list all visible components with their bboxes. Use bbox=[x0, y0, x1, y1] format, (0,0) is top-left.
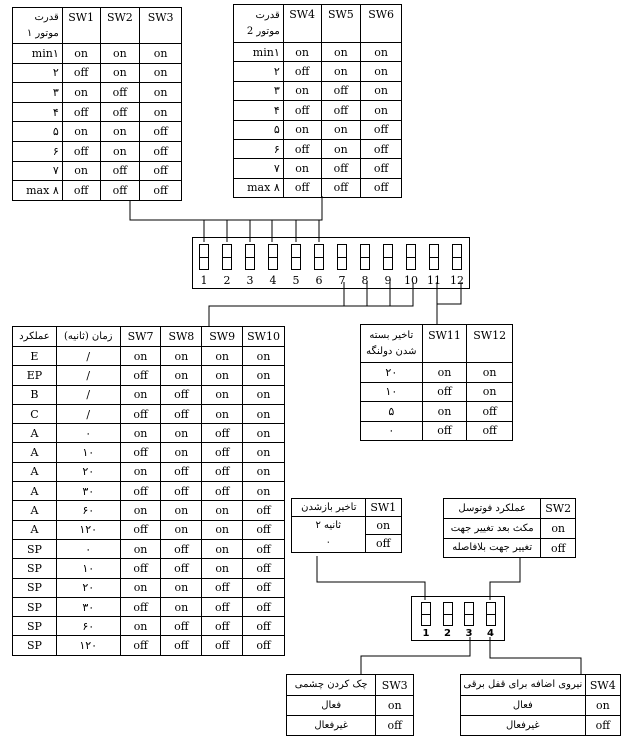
switch-state-cell: off bbox=[161, 636, 202, 655]
switch-state-cell: off bbox=[243, 539, 285, 558]
switch-state-cell: off bbox=[361, 139, 402, 158]
wire-function bbox=[209, 282, 413, 326]
motor2-header-sw4: SW4 bbox=[283, 5, 321, 43]
row-label-cell: SP bbox=[13, 636, 57, 655]
switch-state-cell: on bbox=[100, 141, 140, 161]
row-label-cell: SP bbox=[13, 617, 57, 636]
switch-state-cell: on bbox=[422, 363, 467, 383]
switch-state-cell: off bbox=[243, 617, 285, 636]
eye-check-state: on bbox=[376, 696, 414, 716]
motor1-header-line1: قدرت bbox=[34, 11, 59, 23]
switch-state-cell: on bbox=[140, 102, 182, 122]
switch-state-cell: / bbox=[56, 404, 120, 423]
switch-state-cell: off bbox=[120, 636, 161, 655]
dip-number-label: 11 bbox=[427, 274, 441, 287]
switch-state-cell: off bbox=[283, 139, 321, 158]
motor1-header-sw2: SW2 bbox=[100, 8, 140, 44]
switch-state-cell: on bbox=[361, 81, 402, 100]
switch-state-cell: / bbox=[56, 347, 120, 366]
switch-state-cell: off bbox=[321, 101, 361, 120]
switch-state-cell: ۱۲۰ bbox=[56, 636, 120, 655]
switch-state-cell: on bbox=[283, 159, 321, 178]
switch-state-cell: ۱۰ bbox=[56, 559, 120, 578]
switch-state-cell: ۳۰ bbox=[56, 482, 120, 501]
row-label-cell: min۱ bbox=[234, 43, 284, 62]
switch-state-cell: off bbox=[161, 462, 202, 481]
switch-state-cell: on bbox=[321, 120, 361, 139]
switch-state-cell: on bbox=[243, 424, 285, 443]
switch-state-cell: on bbox=[120, 347, 161, 366]
switch-state-cell: on bbox=[361, 43, 402, 62]
row-label-cell: ۶ bbox=[13, 141, 63, 161]
row-label-cell: ۷ bbox=[13, 161, 63, 181]
switch-state-cell: off bbox=[361, 159, 402, 178]
switch-state-cell: on bbox=[120, 501, 161, 520]
switch-state-cell: on bbox=[422, 402, 467, 422]
open-delay-state: off bbox=[365, 535, 402, 553]
switch-state-cell: off bbox=[120, 597, 161, 616]
switch-state-cell: on bbox=[120, 539, 161, 558]
photocell-option: تغییر جهت بلافاصله bbox=[444, 539, 541, 558]
row-label-cell: ۲ bbox=[234, 62, 284, 81]
switch-state-cell: on bbox=[62, 161, 100, 181]
photocell-sw2: SW2 bbox=[541, 499, 576, 519]
switch-state-cell: on bbox=[321, 62, 361, 81]
switch-state-cell: off bbox=[283, 62, 321, 81]
row-label-cell: A bbox=[13, 443, 57, 462]
open-delay-state: on bbox=[365, 517, 402, 535]
wire-motor1 bbox=[130, 200, 298, 220]
open-delay-value: ۰ bbox=[292, 535, 366, 553]
wire-open-delay bbox=[317, 556, 425, 600]
switch-state-cell: off bbox=[120, 443, 161, 462]
switch-state-cell: on bbox=[283, 43, 321, 62]
switch-state-cell: off bbox=[243, 501, 285, 520]
switch-state-cell: off bbox=[120, 482, 161, 501]
dip-number-label: 2 bbox=[223, 274, 231, 287]
dip-number-label: 1 bbox=[200, 274, 208, 287]
switch-state-cell: on bbox=[202, 539, 243, 558]
switch-state-cell: off bbox=[161, 539, 202, 558]
switch-state-cell: on bbox=[100, 122, 140, 142]
open-delay-title: تاخیر بازشدن bbox=[292, 499, 366, 517]
switch-state-cell: off bbox=[422, 421, 467, 441]
lock-force-state: on bbox=[585, 696, 620, 716]
switch-state-cell: ۲۰ bbox=[56, 462, 120, 481]
row-label-cell: ۰ bbox=[361, 421, 423, 441]
function-header-sw10: SW10 bbox=[243, 327, 285, 347]
dip-number-label: 4 bbox=[487, 628, 494, 639]
row-label-cell: max ۸ bbox=[234, 178, 284, 197]
function-header-mode: عملکرد bbox=[13, 327, 57, 347]
dip-number-label: 12 bbox=[450, 274, 464, 287]
switch-state-cell: on bbox=[361, 62, 402, 81]
eye-check-sw3: SW3 bbox=[376, 675, 414, 696]
switch-state-cell: on bbox=[243, 366, 285, 385]
switch-state-cell: ۰ bbox=[56, 539, 120, 558]
dip-number-label: 5 bbox=[292, 274, 300, 287]
row-label-cell: ۲ bbox=[13, 63, 63, 83]
switch-state-cell: ۶۰ bbox=[56, 617, 120, 636]
switch-state-cell: off bbox=[140, 181, 182, 201]
close-delay-header-line1: تاخیر بسته bbox=[369, 329, 414, 341]
switch-state-cell: on bbox=[62, 83, 100, 103]
switch-state-cell: on bbox=[202, 404, 243, 423]
switch-state-cell: off bbox=[161, 385, 202, 404]
photocell-state: off bbox=[541, 539, 576, 558]
switch-state-cell: ۲۰ bbox=[56, 578, 120, 597]
switch-state-cell: on bbox=[100, 63, 140, 83]
switch-state-cell: off bbox=[140, 141, 182, 161]
photocell-state: on bbox=[541, 519, 576, 539]
switch-state-cell: ۳۰ bbox=[56, 597, 120, 616]
row-label-cell: EP bbox=[13, 366, 57, 385]
dip-number-label: 10 bbox=[404, 274, 418, 287]
switch-state-cell: off bbox=[120, 366, 161, 385]
eye-check-option: فعال bbox=[287, 696, 376, 716]
row-label-cell: A bbox=[13, 482, 57, 501]
switch-state-cell: off bbox=[361, 178, 402, 197]
switch-state-cell: on bbox=[467, 363, 513, 383]
dip-number-label: 9 bbox=[384, 274, 392, 287]
row-label-cell: SP bbox=[13, 578, 57, 597]
dip-number-label: 3 bbox=[465, 628, 473, 639]
function-header-sw9: SW9 bbox=[202, 327, 243, 347]
row-label-cell: ۷ bbox=[234, 159, 284, 178]
row-label-cell: A bbox=[13, 462, 57, 481]
open-delay-sw1: SW1 bbox=[365, 499, 402, 517]
row-label-cell: C bbox=[13, 404, 57, 423]
switch-state-cell: on bbox=[321, 43, 361, 62]
row-label-cell: max ۸ bbox=[13, 181, 63, 201]
switch-state-cell: on bbox=[243, 443, 285, 462]
switch-state-cell: on bbox=[243, 482, 285, 501]
switch-state-cell: on bbox=[120, 424, 161, 443]
switch-state-cell: on bbox=[120, 578, 161, 597]
row-label-cell: A bbox=[13, 520, 57, 539]
switch-state-cell: on bbox=[161, 578, 202, 597]
switch-state-cell: / bbox=[56, 366, 120, 385]
switch-state-cell: on bbox=[243, 347, 285, 366]
switch-state-cell: on bbox=[161, 347, 202, 366]
switch-state-cell: off bbox=[120, 559, 161, 578]
dip-number-label: 6 bbox=[315, 274, 323, 287]
switch-state-cell: off bbox=[283, 178, 321, 197]
switch-state-cell: off bbox=[202, 578, 243, 597]
switch-state-cell: off bbox=[161, 559, 202, 578]
switch-state-cell: off bbox=[161, 404, 202, 423]
switch-state-cell: off bbox=[62, 63, 100, 83]
row-label-cell: E bbox=[13, 347, 57, 366]
switch-state-cell: off bbox=[100, 83, 140, 103]
switch-state-cell: off bbox=[140, 122, 182, 142]
row-label-cell: SP bbox=[13, 559, 57, 578]
row-label-cell: SP bbox=[13, 597, 57, 616]
switch-state-cell: off bbox=[202, 424, 243, 443]
switch-state-cell: off bbox=[120, 520, 161, 539]
switch-state-cell: off bbox=[321, 178, 361, 197]
switch-state-cell: on bbox=[361, 101, 402, 120]
motor1-header-line2: موتور ۱ bbox=[26, 27, 59, 39]
wire-photocell bbox=[490, 558, 520, 600]
lock-force-option: غیرفعال bbox=[461, 716, 586, 736]
function-header-sw8: SW8 bbox=[161, 327, 202, 347]
switch-state-cell: on bbox=[161, 520, 202, 539]
switch-state-cell: on bbox=[120, 617, 161, 636]
switch-state-cell: off bbox=[100, 102, 140, 122]
switch-state-cell: off bbox=[243, 597, 285, 616]
switch-state-cell: on bbox=[202, 520, 243, 539]
switch-state-cell: off bbox=[467, 421, 513, 441]
row-label-cell: ۳ bbox=[234, 81, 284, 100]
close-delay-header-sw12: SW12 bbox=[467, 325, 513, 363]
switch-state-cell: on bbox=[161, 597, 202, 616]
switch-state-cell: off bbox=[202, 462, 243, 481]
switch-state-cell: off bbox=[100, 181, 140, 201]
switch-state-cell: on bbox=[243, 462, 285, 481]
switch-state-cell: on bbox=[140, 83, 182, 103]
row-label-cell: ۴ bbox=[13, 102, 63, 122]
switch-state-cell: off bbox=[243, 578, 285, 597]
switch-state-cell: off bbox=[243, 559, 285, 578]
switch-state-cell: off bbox=[283, 101, 321, 120]
row-label-cell: ۱۰ bbox=[361, 382, 423, 402]
photocell-option: مکث بعد تغییر جهت bbox=[444, 519, 541, 539]
eye-check-state: off bbox=[376, 716, 414, 736]
dip-number-label: 1 bbox=[422, 628, 430, 639]
switch-state-cell: off bbox=[321, 81, 361, 100]
switch-state-cell: on bbox=[161, 443, 202, 462]
wire-motor2 bbox=[272, 196, 322, 242]
switch-state-cell: off bbox=[321, 159, 361, 178]
switch-state-cell: off bbox=[100, 161, 140, 181]
dip-number-label: 4 bbox=[269, 274, 277, 287]
switch-state-cell: on bbox=[120, 462, 161, 481]
row-label-cell: ۶ bbox=[234, 139, 284, 158]
switch-state-cell: off bbox=[202, 443, 243, 462]
row-label-cell: ۳ bbox=[13, 83, 63, 103]
switch-state-cell: on bbox=[202, 385, 243, 404]
function-header-time: زمان (ثانیه) bbox=[56, 327, 120, 347]
switch-state-cell: on bbox=[140, 63, 182, 83]
switch-state-cell: on bbox=[321, 139, 361, 158]
switch-state-cell: on bbox=[202, 559, 243, 578]
switch-state-cell: ۶۰ bbox=[56, 501, 120, 520]
dip-number-label: 7 bbox=[338, 274, 346, 287]
row-label-cell: ۵ bbox=[234, 120, 284, 139]
motor2-header-sw5: SW5 bbox=[321, 5, 361, 43]
motor2-header-line1: قدرت bbox=[255, 9, 280, 21]
function-header-sw7: SW7 bbox=[120, 327, 161, 347]
motor2-header-line2: موتور 2 bbox=[246, 25, 280, 37]
switch-state-cell: off bbox=[243, 636, 285, 655]
switch-state-cell: off bbox=[243, 520, 285, 539]
switch-state-cell: on bbox=[161, 366, 202, 385]
row-label-cell: A bbox=[13, 424, 57, 443]
switch-state-cell: on bbox=[202, 366, 243, 385]
row-label-cell: SP bbox=[13, 539, 57, 558]
switch-state-cell: on bbox=[62, 44, 100, 64]
row-label-cell: min۱ bbox=[13, 44, 63, 64]
switch-state-cell: off bbox=[202, 617, 243, 636]
switch-state-cell: on bbox=[161, 501, 202, 520]
switch-state-cell: on bbox=[62, 122, 100, 142]
wire-lock-force bbox=[490, 637, 581, 674]
dip-number-label: 3 bbox=[246, 274, 254, 287]
motor2-header-sw6: SW6 bbox=[361, 5, 402, 43]
switch-state-cell: off bbox=[62, 141, 100, 161]
switch-state-cell: off bbox=[361, 120, 402, 139]
switch-state-cell: on bbox=[243, 385, 285, 404]
switch-state-cell: on bbox=[202, 501, 243, 520]
row-label-cell: B bbox=[13, 385, 57, 404]
motor1-header-sw1: SW1 bbox=[62, 8, 100, 44]
eye-check-option: غیرفعال bbox=[287, 716, 376, 736]
switch-state-cell: off bbox=[202, 636, 243, 655]
switch-state-cell: / bbox=[56, 385, 120, 404]
switch-state-cell: off bbox=[202, 597, 243, 616]
row-label-cell: ۵ bbox=[13, 122, 63, 142]
row-label-cell: ۴ bbox=[234, 101, 284, 120]
motor1-header-sw3: SW3 bbox=[140, 8, 182, 44]
row-label-cell: ۵ bbox=[361, 402, 423, 422]
switch-state-cell: on bbox=[120, 385, 161, 404]
switch-state-cell: on bbox=[467, 382, 513, 402]
switch-state-cell: ۰ bbox=[56, 424, 120, 443]
switch-state-cell: off bbox=[422, 382, 467, 402]
lock-force-option: فعال bbox=[461, 696, 586, 716]
lock-force-sw4: SW4 bbox=[585, 675, 620, 696]
wire-eye-check bbox=[361, 637, 470, 674]
switch-state-cell: on bbox=[140, 44, 182, 64]
switch-state-cell: off bbox=[62, 102, 100, 122]
lock-force-title: نیروی اضافه برای قفل برقی bbox=[461, 675, 586, 696]
switch-state-cell: on bbox=[283, 81, 321, 100]
switch-state-cell: off bbox=[62, 181, 100, 201]
switch-state-cell: off bbox=[140, 161, 182, 181]
switch-state-cell: on bbox=[283, 120, 321, 139]
switch-state-cell: off bbox=[202, 482, 243, 501]
lock-force-state: off bbox=[585, 716, 620, 736]
row-label-cell: A bbox=[13, 501, 57, 520]
switch-state-cell: ۱۰ bbox=[56, 443, 120, 462]
open-delay-value: ۲ ثانیه bbox=[292, 517, 366, 535]
switch-state-cell: off bbox=[467, 402, 513, 422]
dip-number-label: 2 bbox=[444, 628, 451, 639]
switch-state-cell: on bbox=[100, 44, 140, 64]
switch-state-cell: on bbox=[161, 424, 202, 443]
close-delay-header-sw11: SW11 bbox=[422, 325, 467, 363]
eye-check-title: چک کردن چشمی bbox=[287, 675, 376, 696]
photocell-title: عملکرد فوتوسل bbox=[444, 499, 541, 519]
switch-state-cell: off bbox=[161, 617, 202, 636]
switch-state-cell: off bbox=[161, 482, 202, 501]
switch-state-cell: off bbox=[120, 404, 161, 423]
switch-state-cell: on bbox=[202, 347, 243, 366]
dip-number-label: 8 bbox=[361, 274, 369, 287]
switch-state-cell: ۱۲۰ bbox=[56, 520, 120, 539]
switch-state-cell: on bbox=[243, 404, 285, 423]
row-label-cell: ۲۰ bbox=[361, 363, 423, 383]
close-delay-header-line2: شدن دولنگه bbox=[366, 345, 417, 357]
